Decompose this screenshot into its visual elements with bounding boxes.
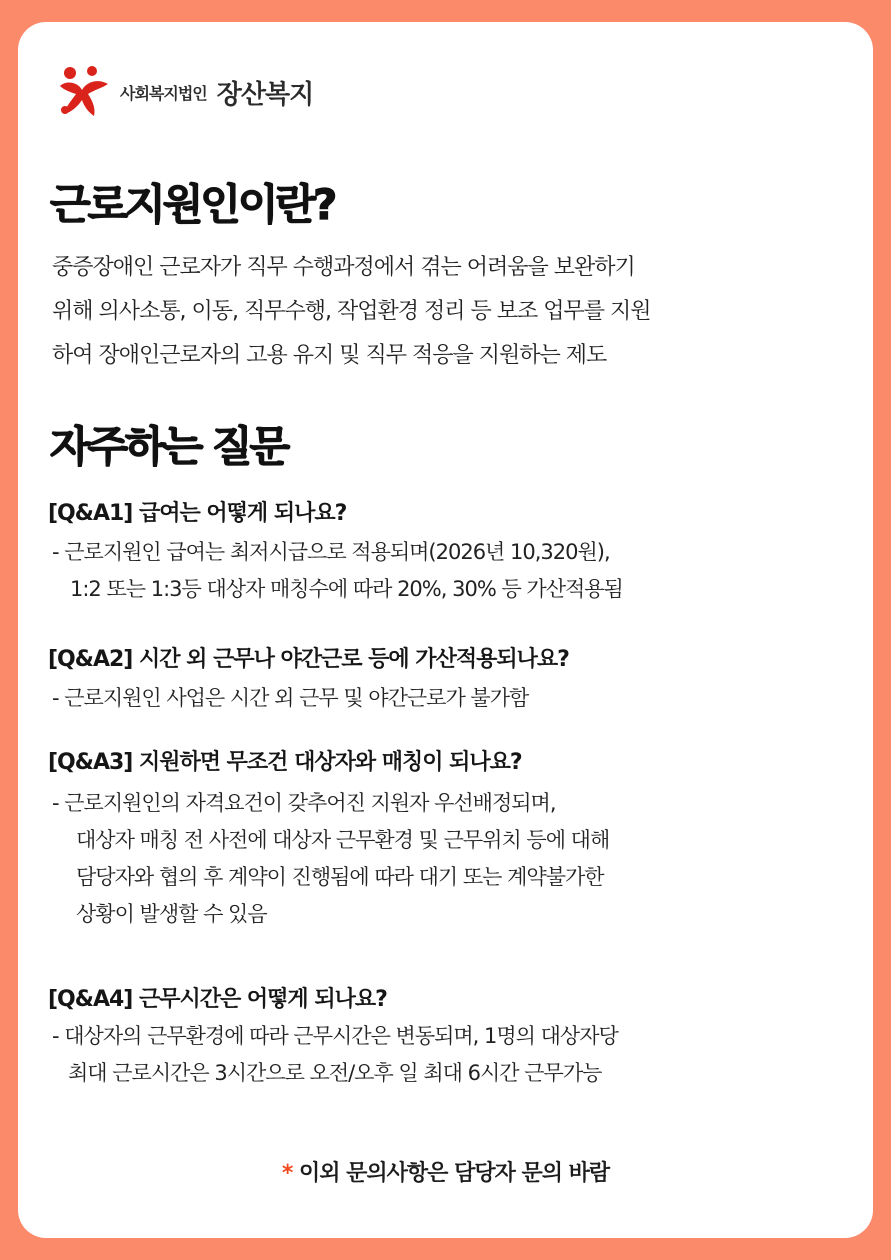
faq-question-3: [Q&A3] 지원하면 무조건 대상자와 매칭이 되나요? (48, 750, 522, 775)
answer-line: 상황이 발생할 수 있음 (76, 902, 267, 926)
answer-line: 대상자 매칭 전 사전에 대상자 근무환경 및 근무위치 등에 대해 (76, 828, 610, 852)
answer-line: 최대 근로시간은 3시간으로 오전/오후 일 최대 6시간 근무가능 (68, 1061, 602, 1085)
faq-question-4: [Q&A4] 근무시간은 어떻게 되나요? (48, 987, 387, 1012)
faq-question-1: [Q&A1] 급여는 어떻게 되나요? (48, 501, 347, 526)
intro-heading: 근로지원인이란? (50, 180, 335, 229)
faq-question-2: [Q&A2] 시간 외 근무나 야간근로 등에 가산적용되나요? (48, 647, 569, 672)
logo-name: 장산복지 (216, 79, 314, 110)
intro-line: 중증장애인 근로자가 직무 수행과정에서 겪는 어려움을 보완하기 (52, 255, 635, 280)
answer-line: 담당자와 협의 후 계약이 진행됨에 따라 대기 또는 계약불가한 (76, 865, 604, 889)
answer-line: - 대상자의 근무환경에 따라 근무시간은 변동되며, 1명의 대상자당 (52, 1024, 618, 1048)
answer-line: - 근로지원인 급여는 최저시급으로 적용되며(2026년 10,320원), (52, 540, 610, 564)
footer-text: 이외 문의사항은 담당자 문의 바람 (299, 1161, 610, 1186)
logo-figure-icon (56, 64, 112, 120)
faq-answer-4 (52, 1018, 618, 1092)
intro-line: 하여 장애인근로자의 고용 유지 및 직무 적응을 지원하는 제도 (52, 343, 607, 368)
answer-line: - 근로지원인 사업은 시간 외 근무 및 야간근로가 불가함 (52, 686, 529, 710)
footer-note (0, 1156, 891, 1187)
logo-prefix: 사회복지법인 (120, 83, 207, 103)
asterisk-icon: * (281, 1161, 293, 1186)
faq-heading: 자주하는 질문 (50, 422, 288, 471)
intro-paragraph (52, 246, 842, 378)
intro-line: 위해 의사소통, 이동, 직무수행, 작업환경 정리 등 보조 업무를 지원 (52, 299, 651, 324)
faq-answer-3 (52, 785, 609, 933)
answer-line: 1:2 또는 1:3등 대상자 매칭수에 따라 20%, 30% 등 가산적용됨 (70, 577, 623, 601)
faq-answer-1 (52, 534, 623, 608)
answer-line: - 근로지원인의 자격요건이 갖추어진 지원자 우선배정되며, (52, 791, 556, 815)
logo (56, 64, 313, 120)
faq-answer-2 (52, 680, 528, 717)
